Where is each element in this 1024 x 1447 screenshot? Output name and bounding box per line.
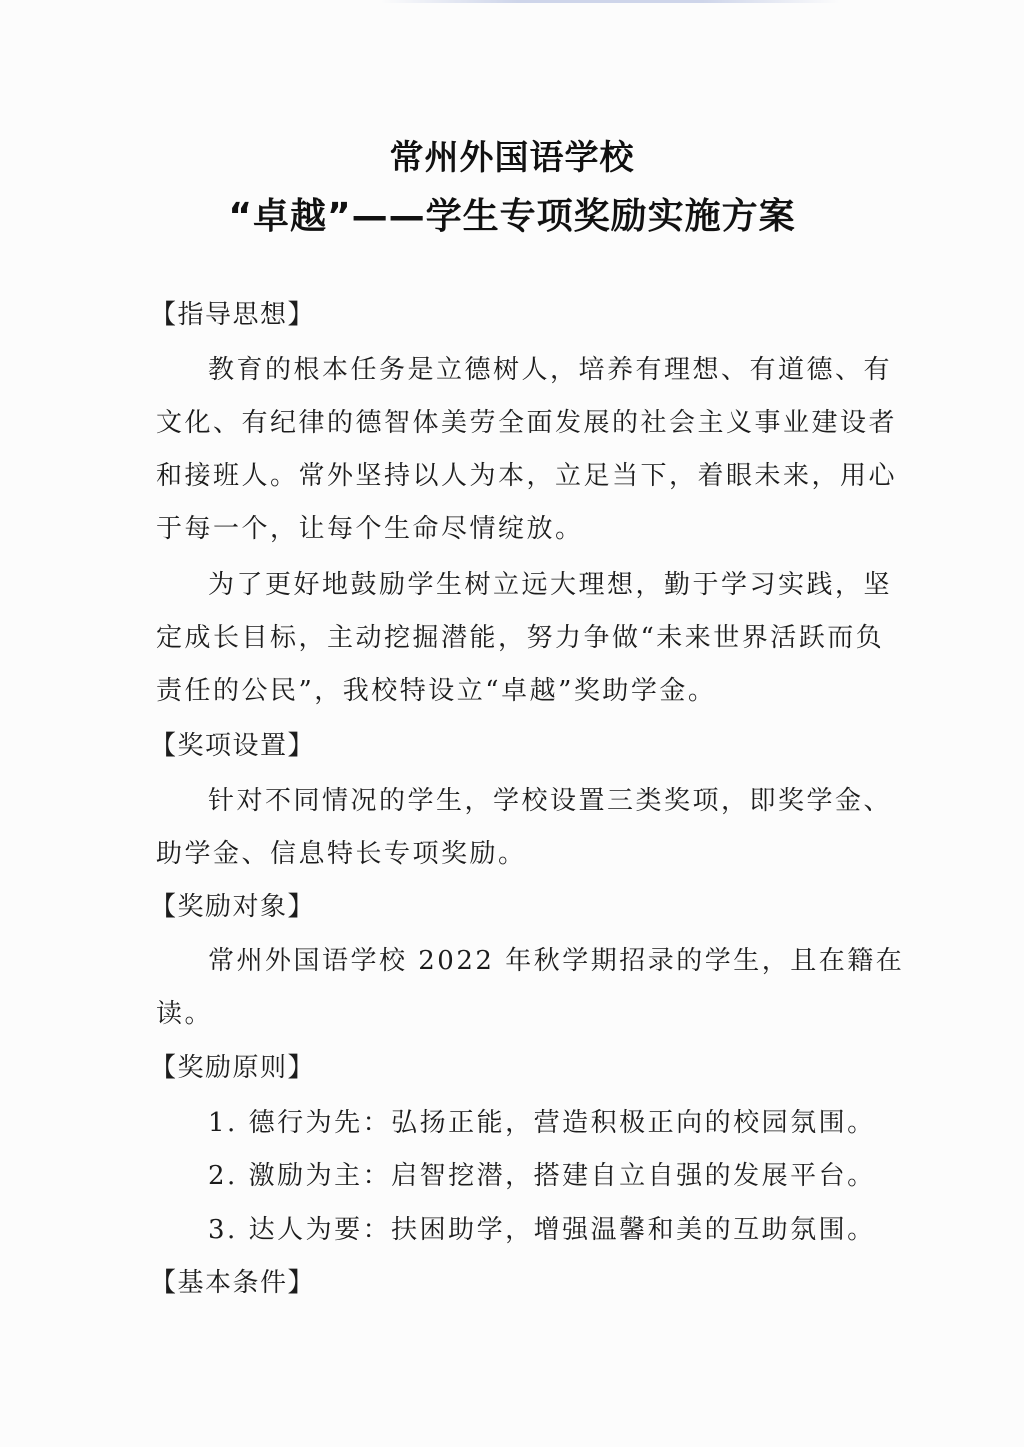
paragraph-line: 文化、有纪律的德智体美劳全面发展的社会主义事业建设者: [156, 408, 898, 438]
scan-edge-mark: [380, 0, 840, 3]
section-heading-award-setup: 【奖项设置】: [150, 731, 316, 761]
paragraph-line: 为了更好地鼓励学生树立远大理想，勤于学习实践，坚: [208, 570, 893, 600]
paragraph-line: 读。: [156, 999, 214, 1029]
principle-item: 3. 达人为要：扶困助学，增强温馨和美的互助氛围。: [208, 1215, 876, 1245]
paragraph-line: 责任的公民”，我校特设立“卓越”奖助学金。: [156, 676, 717, 706]
paragraph-line: 针对不同情况的学生，学校设置三类奖项，即奖学金、: [208, 786, 893, 816]
paragraph-line: 定成长目标，主动挖掘潜能，努力争做“未来世界活跃而负: [156, 623, 885, 653]
section-heading-award-principles: 【奖励原则】: [150, 1053, 316, 1083]
document-title-school: 常州外国语学校: [389, 138, 635, 178]
section-heading-award-targets: 【奖励对象】: [150, 892, 316, 922]
principle-item: 2. 激励为主：启智挖潜，搭建自立自强的发展平台。: [208, 1161, 876, 1191]
section-heading-guiding-thought: 【指导思想】: [150, 300, 316, 330]
paragraph-line: 和接班人。常外坚持以人为本，立足当下，着眼未来，用心: [156, 461, 898, 491]
paragraph-line: 教育的根本任务是立德树人，培养有理想、有道德、有: [208, 355, 893, 385]
paragraph-line: 于每一个，让每个生命尽情绽放。: [156, 514, 584, 544]
paragraph-line: 常州外国语学校 2022 年秋学期招录的学生，且在籍在: [208, 946, 905, 976]
section-heading-basic-conditions: 【基本条件】: [150, 1268, 316, 1298]
principle-item: 1. 德行为先：弘扬正能，营造积极正向的校园氛围。: [208, 1108, 876, 1138]
document-title-plan: “卓越”——学生专项奖励实施方案: [228, 196, 796, 237]
paragraph-line: 助学金、信息特长专项奖励。: [156, 839, 527, 869]
